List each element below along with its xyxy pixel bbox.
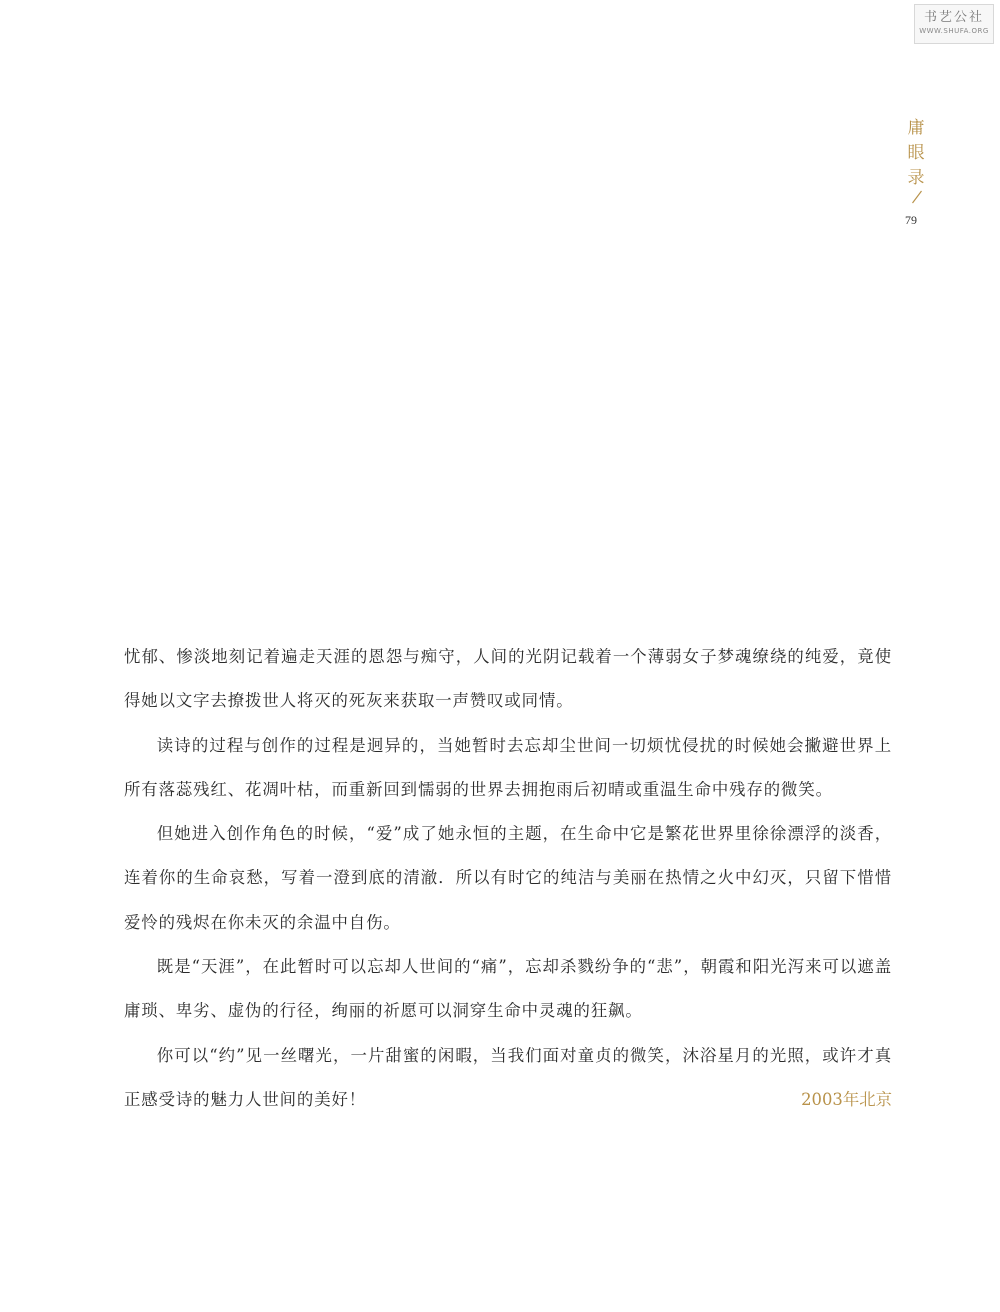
paragraph: 但她进入创作角色的时候，“爱”成了她永恒的主题，在生命中它是繁花世界里徐徐漂浮的淡香，连着你的生命哀愁，写着一澄到底的清澈．所以有时它的纯洁与美丽在热情之火中幻灭，只留下惜惜爱怜的残烬在你未灭的余温中自伤。: [124, 824, 892, 932]
running-header-slash: [911, 190, 923, 204]
running-header-char: 录: [907, 168, 925, 188]
running-header-char: 庸: [907, 118, 925, 138]
signature-date-place: 2003年北京: [801, 1089, 892, 1109]
body-text: [124, 635, 892, 1122]
paragraph: 忧郁、惨淡地刻记着遍走天涯的恩怨与痴守，人间的光阴记载着一个薄弱女子梦魂缭绕的纯爱，竟使得她以文字去撩拨世人将灭的死灰来获取一声赞叹或同情。: [124, 647, 892, 711]
running-header-title: [903, 116, 929, 191]
watermark-stamp: [914, 4, 994, 44]
paragraph: 读诗的过程与创作的过程是迥异的，当她暂时去忘却尘世间一切烦忧侵扰的时候她会撇避世界上所有落蕊残红、花凋叶枯，而重新回到懦弱的世界去拥抱雨后初晴或重温生命中残存的微笑。: [124, 735, 892, 799]
watermark-url: WWW.SHUFA.ORG: [919, 27, 989, 35]
page-number: 79: [905, 213, 917, 227]
final-paragraph: [124, 1034, 892, 1123]
watermark-logo: 书艺公社: [923, 10, 984, 25]
running-header-char: 眼: [907, 143, 925, 163]
paragraph: 既是“天涯”，在此暂时可以忘却人世间的“痛”，忘却杀戮纷争的“悲”，朝霞和阳光泻来可以遮盖庸琐、卑劣、虚伪的行径，绚丽的祈愿可以洞穿生命中灵魂的狂飙。: [124, 957, 892, 1021]
paragraph: 你可以“约”见一丝曙光，一片甜蜜的闲暇，当我们面对童贞的微笑，沐浴星月的光照，或许才真正感受诗的魅力人世间的美好！: [124, 1045, 892, 1109]
